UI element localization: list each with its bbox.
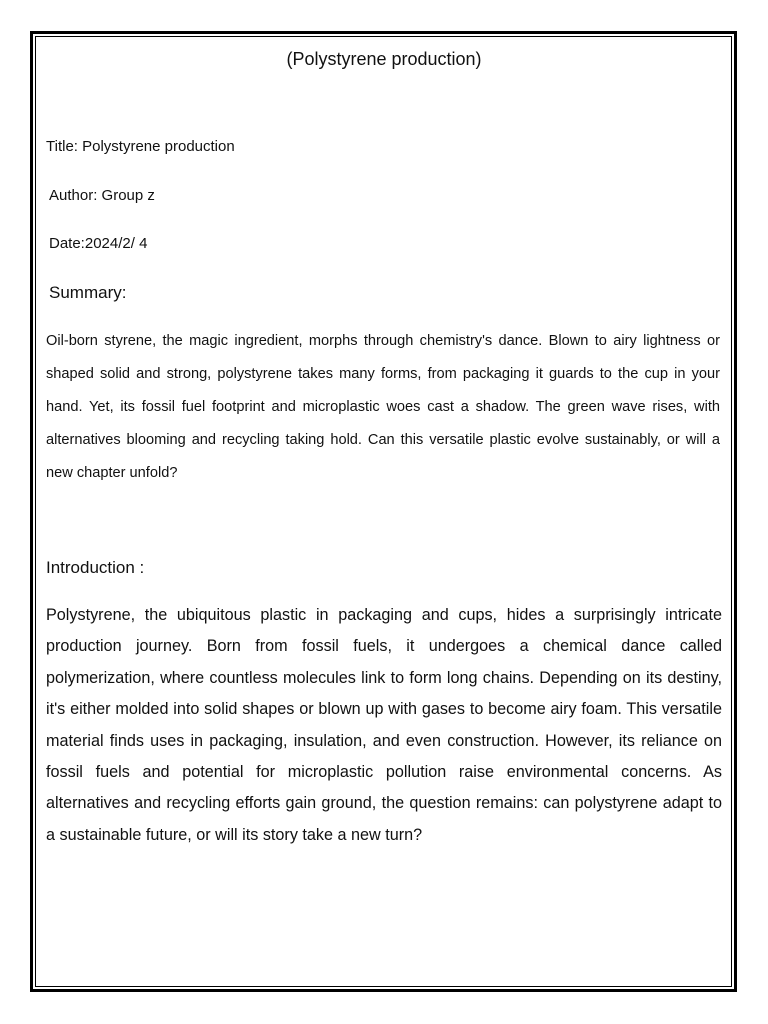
summary-heading: Summary: bbox=[49, 283, 127, 302]
meta-author: Author: Group z bbox=[49, 187, 155, 204]
page-heading: (Polystyrene production) bbox=[286, 49, 482, 69]
summary-paragraph: Oil-born styrene, the magic ingredient, morphs through chemistry's dance. Blown to airy lightness or shaped solid and strong, polystyrene takes many forms, from packaging it guards to the cup in your hand. Yet, its fossil fuel footprint and microplastic woes cast a shadow. The green wave rises, with alternatives blooming and recycling taking hold. Can this versatile plastic evolve sustainably, or will a new chapter unfold? bbox=[46, 333, 720, 481]
introduction-heading: Introduction : bbox=[46, 558, 145, 577]
meta-date: Date:2024/2/ 4 bbox=[49, 235, 148, 252]
introduction-paragraph: Polystyrene, the ubiquitous plastic in packaging and cups, hides a surprisingly intricate production journey. Born from fossil fuels, it undergoes a chemical dance called polymerization, where countless molecules link to form long chains. Depending on its destiny, it's either molded into solid shapes or blown up with gases to become airy foam. This versatile material finds uses in packaging, insulation, and even construction. However, its reliance on fossil fuels and potential for microplastic pollution raise environmental concerns. As alternatives and recycling efforts gain ground, the question remains: can polystyrene adapt to a sustainable future, or will its story take a new turn? bbox=[46, 606, 722, 844]
meta-title: Title: Polystyrene production bbox=[46, 138, 235, 155]
